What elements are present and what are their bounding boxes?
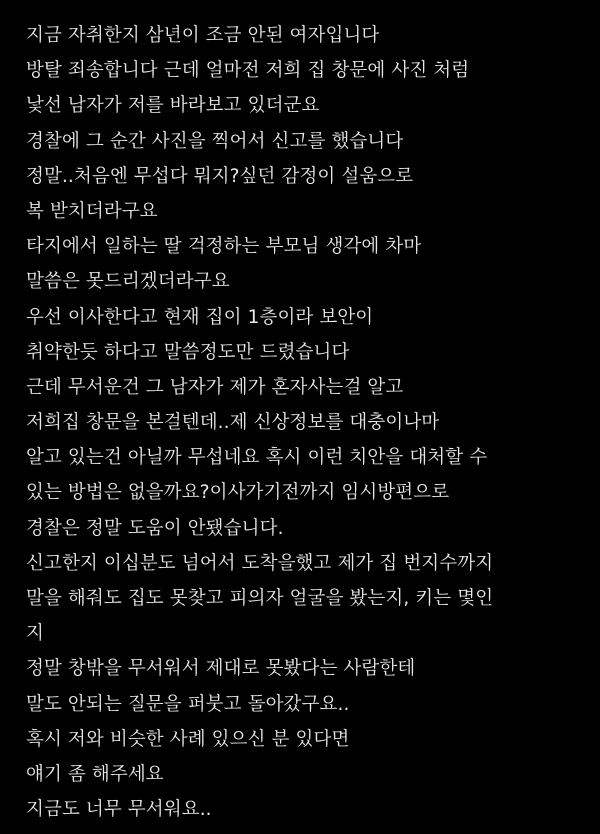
post-line: 지금 자취한지 삼년이 조금 안된 여자입니다: [26, 25, 380, 46]
post-line: 경찰은 정말 도움이 안됐습니다.: [26, 517, 284, 539]
post-line: 지금도 너무 무서워요..: [26, 799, 212, 821]
post-line: 혹시 저와 비슷한 사례 있으신 분 있다면: [26, 728, 350, 750]
post-line: 방탈 죄송합니다 근데 얼마전 저희 집 창문에 사진 처럼: [26, 60, 470, 82]
post-line: 우선 이사한다고 현재 집이 1층이라 보안이: [26, 306, 374, 328]
post-line: 근데 무서운건 그 남자가 제가 혼자사는걸 알고: [26, 376, 404, 398]
post-line: 정말..처음엔 무섭다 뭐지?싶던 감정이 설움으로: [26, 165, 414, 187]
post-line: 지: [26, 623, 44, 645]
post-line: 경찰에 그 순간 사진을 찍어서 신고를 했습니다: [26, 130, 404, 152]
post-line: 있는 방법은 없을까요?이사가기전까지 임시방편으로: [26, 482, 450, 504]
post-line: 타지에서 일하는 딸 걱정하는 부모님 생각에 차마: [26, 236, 422, 258]
post-line: 말씀은 못드리겠더라구요: [26, 271, 230, 293]
post-line: 알고 있는건 아닐까 무섭네요 혹시 이런 치안을 대처할 수: [26, 447, 488, 469]
post-line: 낯선 남자가 저를 바라보고 있더군요: [26, 95, 320, 117]
post-line: 신고한지 이십분도 넘어서 도착을했고 제가 집 번지수까지: [26, 552, 494, 574]
post-line: 정말 창밖을 무서워서 제대로 못봤다는 사람한테: [26, 658, 416, 680]
post-line: 말을 해줘도 집도 못찾고 피의자 얼굴을 봤는지, 키는 몇인: [26, 588, 494, 609]
post-body: [26, 18, 586, 827]
post-line: 말도 안되는 질문을 퍼붓고 돌아갔구요..: [26, 693, 350, 715]
post-line: 저희집 창문을 본걸텐데..제 신상정보를 대충이나마: [26, 412, 440, 434]
post-line: 복 받치더라구요: [26, 200, 158, 222]
post-line: 얘기 좀 해주세요: [26, 763, 164, 785]
post-line: 취약한듯 하다고 말씀정도만 드렸습니다: [26, 341, 350, 363]
